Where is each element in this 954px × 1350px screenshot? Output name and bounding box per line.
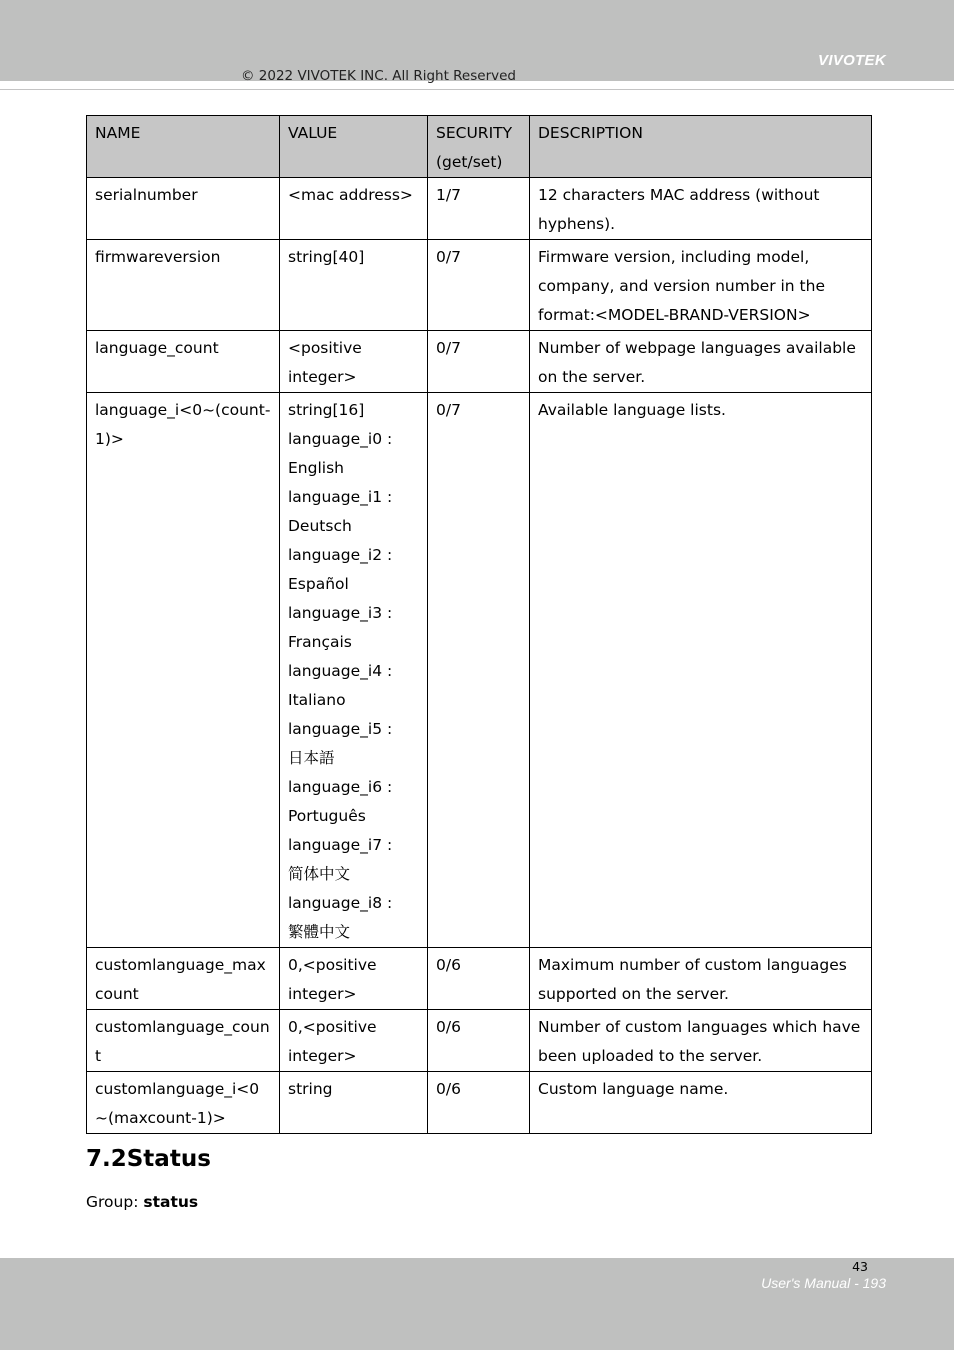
cell-value: string[40] xyxy=(280,240,428,331)
cell-name: customlanguage_i<0~(maxcount-1)> xyxy=(87,1072,280,1134)
table-row xyxy=(87,331,872,393)
cell-security: 0/6 xyxy=(428,948,530,1010)
cell-description: Number of webpage languages available on the server. xyxy=(530,331,872,393)
table-row xyxy=(87,240,872,331)
column-header-value: VALUE xyxy=(280,116,428,178)
cell-value: <positive integer> xyxy=(280,331,428,393)
group-line xyxy=(86,1193,198,1211)
copyright-text: © 2022 VIVOTEK INC. All Right Reserved xyxy=(241,68,516,84)
table-row xyxy=(87,393,872,948)
cell-description: Custom language name. xyxy=(530,1072,872,1134)
cell-security: 1/7 xyxy=(428,178,530,240)
cell-name: customlanguage_count xyxy=(87,1010,280,1072)
section-heading: 7.2Status xyxy=(86,1146,211,1172)
cell-description: Firmware version, including model, company, and version number in the format:<MODEL-BRAND-VERSION> xyxy=(530,240,872,331)
manual-page-label: User's Manual - 193 xyxy=(761,1275,886,1291)
cell-value: 0,<positive integer> xyxy=(280,948,428,1010)
parameter-table xyxy=(86,115,872,1134)
table-row xyxy=(87,1010,872,1072)
footer-band xyxy=(0,1258,954,1350)
group-label: Group: xyxy=(86,1193,144,1211)
brand-logo-text: VIVOTEK xyxy=(818,52,886,69)
cell-name: language_count xyxy=(87,331,280,393)
cell-value: <mac address> xyxy=(280,178,428,240)
cell-security: 0/6 xyxy=(428,1072,530,1134)
table-row xyxy=(87,178,872,240)
header-divider xyxy=(0,89,954,90)
cell-value-language-list: string[16] language_i0 : English language_i1 : Deutsch language_i2 : Español language_i3 : Français language_i4 : Italiano language_i5 : 日本語 language_i6 : Português language_i7 : 简体中文 language_i8 : 繁體中文 xyxy=(280,393,428,948)
cell-security: 0/7 xyxy=(428,331,530,393)
cell-name: customlanguage_maxcount xyxy=(87,948,280,1010)
cell-value: string xyxy=(280,1072,428,1134)
cell-name: firmwareversion xyxy=(87,240,280,331)
table-row xyxy=(87,1072,872,1134)
cell-description: Number of custom languages which have been uploaded to the server. xyxy=(530,1010,872,1072)
cell-description: 12 characters MAC address (without hyphens). xyxy=(530,178,872,240)
column-header-description: DESCRIPTION xyxy=(530,116,872,178)
cell-name: serialnumber xyxy=(87,178,280,240)
table-row xyxy=(87,948,872,1010)
cell-description: Maximum number of custom languages supported on the server. xyxy=(530,948,872,1010)
table-header-row xyxy=(87,116,872,178)
group-value: status xyxy=(143,1193,199,1211)
cell-security: 0/7 xyxy=(428,393,530,948)
cell-name: language_i<0~(count-1)> xyxy=(87,393,280,948)
cell-security: 0/6 xyxy=(428,1010,530,1072)
page-number: 43 xyxy=(852,1259,868,1274)
column-header-security: SECURITY (get/set) xyxy=(428,116,530,178)
cell-security: 0/7 xyxy=(428,240,530,331)
column-header-name: NAME xyxy=(87,116,280,178)
cell-value: 0,<positive integer> xyxy=(280,1010,428,1072)
cell-description: Available language lists. xyxy=(530,393,872,948)
